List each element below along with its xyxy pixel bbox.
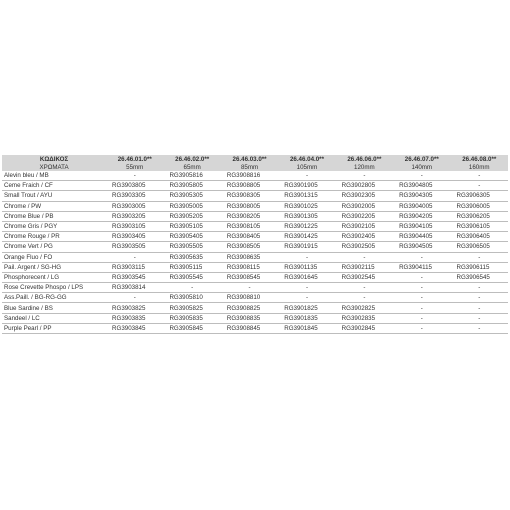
product-code-cell: RG3908835 bbox=[221, 313, 278, 323]
product-code-cell: RG3908825 bbox=[221, 303, 278, 313]
product-code-cell: RG3906405 bbox=[450, 232, 508, 242]
product-code-cell: RG3908816 bbox=[221, 171, 278, 181]
product-code-cell: RG3904105 bbox=[393, 221, 450, 231]
product-code-cell: RG3902545 bbox=[336, 272, 393, 282]
code-header: 26.46.08.0** bbox=[462, 155, 497, 163]
product-code-cell: RG3908545 bbox=[221, 272, 278, 282]
product-code-cell: RG3908115 bbox=[221, 262, 278, 272]
size-header: 65mm bbox=[183, 163, 201, 171]
product-code-cell: RG3905635 bbox=[163, 252, 220, 262]
size-header: 160mm bbox=[468, 163, 490, 171]
product-code-cell: RG3908005 bbox=[221, 201, 278, 211]
product-code-cell: RG3905816 bbox=[163, 171, 220, 181]
product-code-cell: - bbox=[393, 313, 450, 323]
product-code-cell: - bbox=[393, 283, 450, 293]
product-code-cell: - bbox=[278, 252, 335, 262]
product-code-cell: RG3908805 bbox=[221, 181, 278, 191]
product-code-cell: RG3903105 bbox=[106, 221, 163, 231]
table-row bbox=[2, 221, 508, 231]
product-code-cell: RG3902105 bbox=[336, 221, 393, 231]
table-row bbox=[2, 262, 508, 272]
color-name-cell: Purple Pearl / PP bbox=[2, 323, 106, 333]
color-name-cell: Orange Fluo / FO bbox=[2, 252, 106, 262]
product-code-cell: RG3905825 bbox=[163, 303, 220, 313]
product-code-cell: RG3901025 bbox=[278, 201, 335, 211]
product-code-cell: RG3905115 bbox=[163, 262, 220, 272]
product-code-cell: RG3905305 bbox=[163, 191, 220, 201]
product-code-cell: - bbox=[393, 323, 450, 333]
product-code-cell: - bbox=[336, 171, 393, 181]
product-code-cell: - bbox=[106, 293, 163, 303]
product-code-cell: RG3908305 bbox=[221, 191, 278, 201]
product-code-cell: RG3903825 bbox=[106, 303, 163, 313]
size-header-row bbox=[2, 163, 508, 171]
product-code-cell: - bbox=[393, 171, 450, 181]
product-code-cell: RG3905205 bbox=[163, 211, 220, 221]
table-row bbox=[2, 211, 508, 221]
product-code-cell: - bbox=[336, 252, 393, 262]
product-code-cell: RG3903205 bbox=[106, 211, 163, 221]
table-row bbox=[2, 313, 508, 323]
size-header: 140mm bbox=[411, 163, 433, 171]
product-code-cell: RG3904005 bbox=[393, 201, 450, 211]
product-code-cell: RG3901905 bbox=[278, 181, 335, 191]
product-code-cell: RG3901915 bbox=[278, 242, 335, 252]
product-code-cell: RG3904205 bbox=[393, 211, 450, 221]
color-name-cell: Chrome / PW bbox=[2, 201, 106, 211]
product-code-cell: RG3902825 bbox=[336, 303, 393, 313]
product-code-cell: RG3903545 bbox=[106, 272, 163, 282]
color-name-cell: Rose Crevette Phospo / LPS bbox=[2, 283, 106, 293]
product-code-cell: RG3905505 bbox=[163, 242, 220, 252]
product-code-cell: - bbox=[450, 323, 508, 333]
product-code-cell: RG3901305 bbox=[278, 211, 335, 221]
product-code-cell: RG3908635 bbox=[221, 252, 278, 262]
table-row bbox=[2, 252, 508, 262]
table-row bbox=[2, 171, 508, 181]
product-code-cell: RG3903814 bbox=[106, 283, 163, 293]
product-code-cell: RG3902405 bbox=[336, 232, 393, 242]
product-code-cell: RG3903405 bbox=[106, 232, 163, 242]
product-code-cell: RG3903115 bbox=[106, 262, 163, 272]
table-row bbox=[2, 283, 508, 293]
product-code-cell: RG3908105 bbox=[221, 221, 278, 231]
code-header: 26.46.01.0** bbox=[117, 155, 152, 163]
product-code-cell: RG3905005 bbox=[163, 201, 220, 211]
product-code-cell: RG3901835 bbox=[278, 313, 335, 323]
product-code-cell: RG3902115 bbox=[336, 262, 393, 272]
product-code-cell: - bbox=[221, 283, 278, 293]
table-row bbox=[2, 293, 508, 303]
product-code-cell: RG3905810 bbox=[163, 293, 220, 303]
product-code-cell: - bbox=[393, 293, 450, 303]
product-code-cell: RG3901425 bbox=[278, 232, 335, 242]
table-row bbox=[2, 272, 508, 282]
product-code-cell: RG3903005 bbox=[106, 201, 163, 211]
product-code-cell: - bbox=[450, 303, 508, 313]
product-code-cell: RG3901845 bbox=[278, 323, 335, 333]
product-code-cell: RG3908205 bbox=[221, 211, 278, 221]
product-code-cell: RG3904115 bbox=[393, 262, 450, 272]
product-code-cell: RG3906115 bbox=[450, 262, 508, 272]
product-code-cell: - bbox=[450, 171, 508, 181]
product-code-cell: - bbox=[278, 283, 335, 293]
product-code-cell: RG3906105 bbox=[450, 221, 508, 231]
product-code-cell: - bbox=[393, 303, 450, 313]
size-header: 105mm bbox=[296, 163, 318, 171]
size-header: 85mm bbox=[240, 163, 259, 171]
product-code-cell: RG3908845 bbox=[221, 323, 278, 333]
color-name-cell: Ass.Paill. / BG-RG-GG bbox=[2, 293, 106, 303]
product-code-cell: RG3902205 bbox=[336, 211, 393, 221]
product-code-cell: RG3901315 bbox=[278, 191, 335, 201]
product-code-cell: RG3904805 bbox=[393, 181, 450, 191]
product-code-cell: RG3901135 bbox=[278, 262, 335, 272]
table-row bbox=[2, 191, 508, 201]
product-code-cell: - bbox=[450, 252, 508, 262]
product-code-cell: - bbox=[278, 293, 335, 303]
product-code-cell: RG3902005 bbox=[336, 201, 393, 211]
product-code-cell: RG3905545 bbox=[163, 272, 220, 282]
product-code-cell: RG3905845 bbox=[163, 323, 220, 333]
product-code-cell: RG3903505 bbox=[106, 242, 163, 252]
table-row bbox=[2, 242, 508, 252]
product-code-cell: - bbox=[450, 313, 508, 323]
color-name-cell: Phosphorecent / LG bbox=[2, 272, 106, 282]
product-code-cell: - bbox=[336, 283, 393, 293]
code-header-row bbox=[2, 155, 508, 163]
product-code-cell: - bbox=[450, 181, 508, 191]
product-code-table bbox=[2, 155, 508, 334]
color-name-cell: Alevin bleu / MB bbox=[2, 171, 106, 181]
product-code-cell: RG3905805 bbox=[163, 181, 220, 191]
color-name-cell: Ceme Fraich / CF bbox=[2, 181, 106, 191]
product-code-cell: RG3901225 bbox=[278, 221, 335, 231]
product-code-cell: - bbox=[450, 283, 508, 293]
product-code-cell: RG3902805 bbox=[336, 181, 393, 191]
product-code-cell: - bbox=[393, 272, 450, 282]
code-header: 26.46.06.0** bbox=[347, 155, 382, 163]
color-name-cell: Chrome Vert / PG bbox=[2, 242, 106, 252]
table-header bbox=[2, 155, 508, 171]
size-header: 120mm bbox=[354, 163, 375, 171]
color-name-cell: Chrome Gris / PGY bbox=[2, 221, 106, 231]
product-code-cell: - bbox=[278, 171, 335, 181]
product-code-cell: - bbox=[336, 293, 393, 303]
product-code-cell: RG3903305 bbox=[106, 191, 163, 201]
code-label: ΚΩΔΙΚΟΣ bbox=[39, 155, 69, 163]
product-code-cell: - bbox=[393, 252, 450, 262]
product-code-cell: RG3903805 bbox=[106, 181, 163, 191]
code-header: 26.46.04.0** bbox=[289, 155, 324, 163]
product-code-cell: RG3902305 bbox=[336, 191, 393, 201]
product-code-cell: RG3904305 bbox=[393, 191, 450, 201]
product-code-cell: - bbox=[106, 171, 163, 181]
product-code-cell: RG3908810 bbox=[221, 293, 278, 303]
table-row bbox=[2, 232, 508, 242]
code-header: 26.46.02.0** bbox=[175, 155, 210, 163]
table-row bbox=[2, 323, 508, 333]
size-header: 55mm bbox=[126, 163, 144, 171]
code-header: 26.46.07.0** bbox=[404, 155, 439, 163]
product-code-cell: RG3906205 bbox=[450, 211, 508, 221]
product-code-cell: RG3904405 bbox=[393, 232, 450, 242]
table-row bbox=[2, 303, 508, 313]
color-name-cell: Chrome Rouge / PR bbox=[2, 232, 106, 242]
product-code-cell: RG3905105 bbox=[163, 221, 220, 231]
table-row bbox=[2, 201, 508, 211]
product-code-cell: RG3902505 bbox=[336, 242, 393, 252]
product-code-cell: RG3901645 bbox=[278, 272, 335, 282]
product-code-cell: RG3901825 bbox=[278, 303, 335, 313]
product-code-cell: RG3906005 bbox=[450, 201, 508, 211]
product-code-cell: RG3906305 bbox=[450, 191, 508, 201]
color-label: ΧΡΩΜΑΤΑ bbox=[39, 163, 69, 171]
product-code-cell: RG3908505 bbox=[221, 242, 278, 252]
product-code-cell: RG3903845 bbox=[106, 323, 163, 333]
code-header: 26.46.03.0** bbox=[232, 155, 267, 163]
product-code-cell: - bbox=[163, 283, 220, 293]
product-code-cell: RG3902835 bbox=[336, 313, 393, 323]
product-code-cell: - bbox=[106, 252, 163, 262]
product-code-cell: RG3906505 bbox=[450, 242, 508, 252]
product-code-cell: RG3905405 bbox=[163, 232, 220, 242]
color-name-cell: Sandeel / LC bbox=[2, 313, 106, 323]
color-name-cell: Chrome Blue / PB bbox=[2, 211, 106, 221]
product-code-cell: RG3904505 bbox=[393, 242, 450, 252]
product-code-cell: RG3905835 bbox=[163, 313, 220, 323]
color-name-cell: Small Trout / AYU bbox=[2, 191, 106, 201]
color-name-cell: Blue Sardine / BS bbox=[2, 303, 106, 313]
product-code-cell: RG3906545 bbox=[450, 272, 508, 282]
product-code-cell: - bbox=[450, 293, 508, 303]
table-body bbox=[2, 171, 508, 334]
product-code-cell: RG3908405 bbox=[221, 232, 278, 242]
product-code-cell: RG3903835 bbox=[106, 313, 163, 323]
table-row bbox=[2, 181, 508, 191]
product-code-cell: RG3902845 bbox=[336, 323, 393, 333]
color-name-cell: Pail. Argent / SG-HG bbox=[2, 262, 106, 272]
